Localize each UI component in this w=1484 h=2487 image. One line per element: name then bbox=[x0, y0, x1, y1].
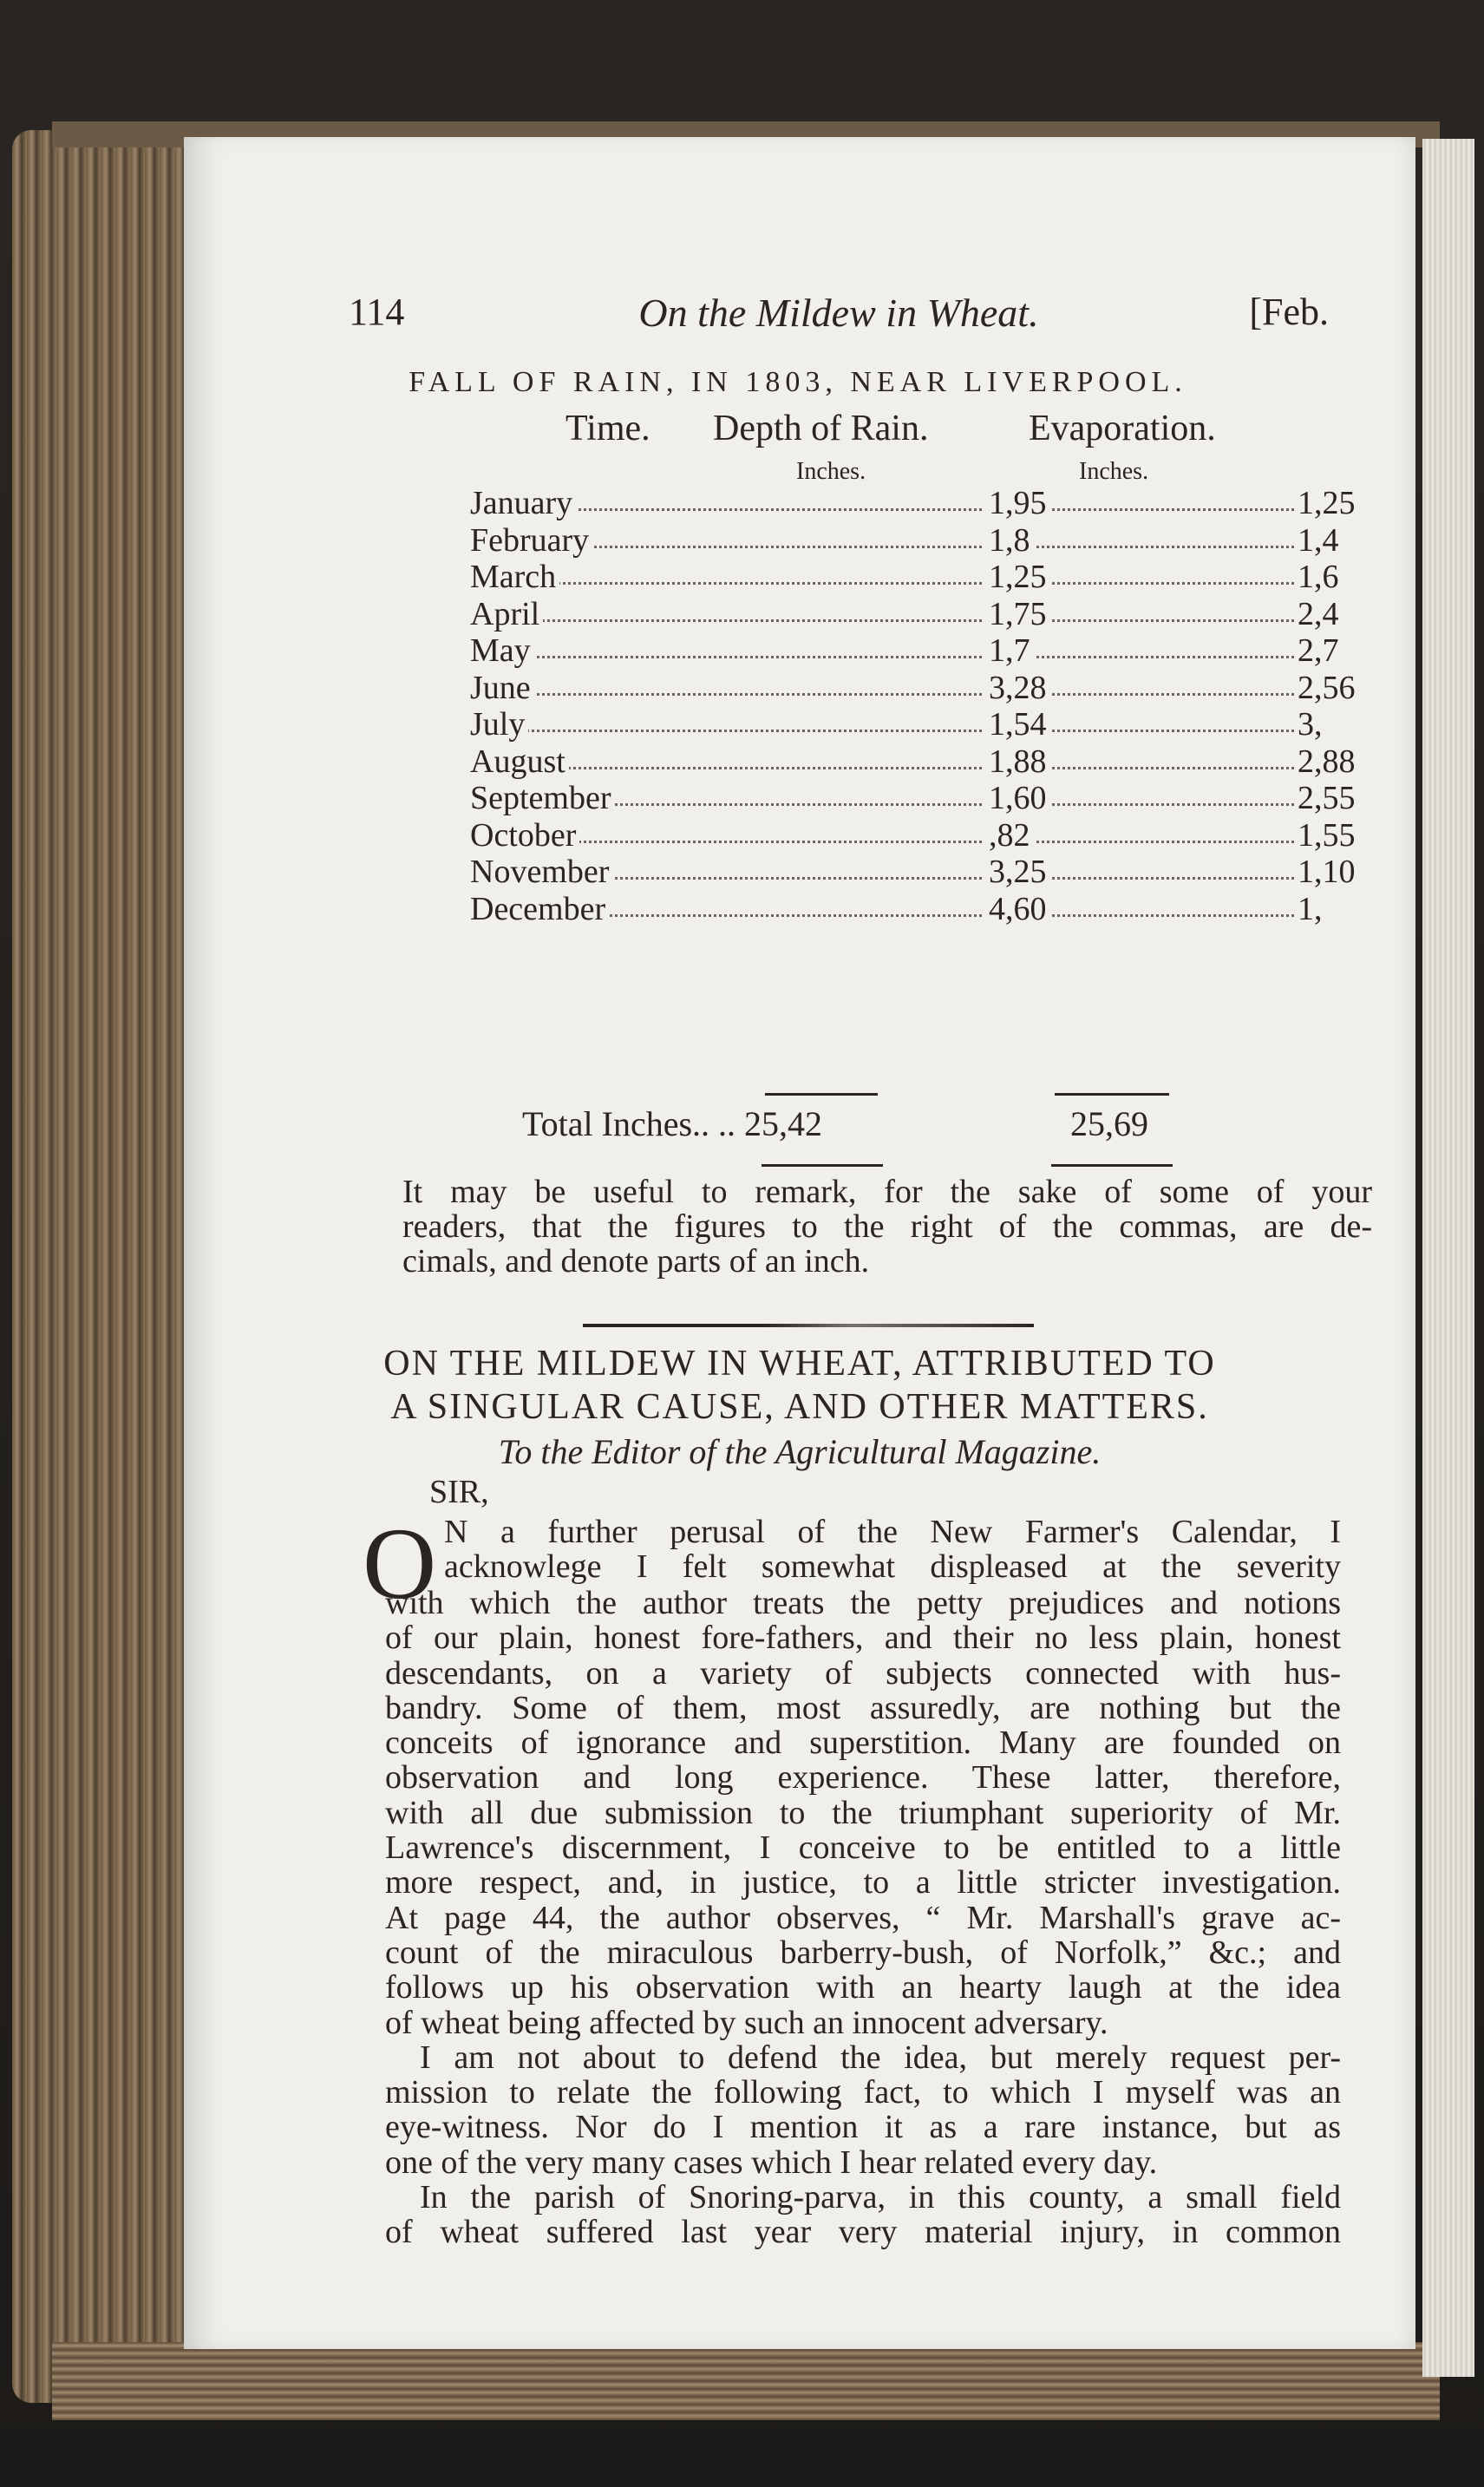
article-line: more respect, and, in justice, to a little stricter investigation. bbox=[385, 1864, 1341, 1901]
row-evaporation: 1,4 bbox=[1294, 521, 1339, 560]
article-line: bandry. Some of them, most assuredly, are nothing but the bbox=[385, 1689, 1341, 1726]
row-depth: 1,75 bbox=[985, 595, 1050, 633]
evaporation-double-rule bbox=[1051, 1164, 1173, 1167]
table-row bbox=[470, 595, 1355, 632]
evaporation-total-rule bbox=[1055, 1093, 1169, 1096]
article-line: of wheat being affected by such an innocent adversary. bbox=[385, 2004, 1108, 2041]
rainfall-table-column-headers bbox=[184, 408, 1415, 460]
note-line: readers, that the figures to the right of the commas, are de- bbox=[402, 1208, 1372, 1245]
section-divider bbox=[583, 1324, 1034, 1327]
to-editor-line: To the Editor of the Agricultural Magazine. bbox=[498, 1432, 1102, 1471]
row-depth: ,82 bbox=[985, 816, 1034, 854]
table-row bbox=[470, 484, 1355, 521]
row-evaporation: 2,7 bbox=[1294, 632, 1339, 670]
table-row bbox=[470, 521, 1355, 559]
row-depth: 1,95 bbox=[985, 484, 1050, 522]
row-month: January bbox=[470, 484, 576, 522]
table-row bbox=[470, 890, 1355, 927]
table-row bbox=[470, 816, 1355, 854]
row-month: February bbox=[470, 521, 592, 560]
row-depth: 1,60 bbox=[985, 779, 1050, 817]
rainfall-table-title: FALL OF RAIN, IN 1803, NEAR LIVERPOOL. bbox=[409, 366, 1187, 398]
row-month: July bbox=[470, 705, 528, 743]
row-month: November bbox=[470, 853, 612, 891]
row-month: August bbox=[470, 743, 569, 781]
table-row bbox=[470, 632, 1355, 669]
row-evaporation: 1,55 bbox=[1294, 816, 1356, 854]
article-line: observation and long experience. These latter, therefore, bbox=[385, 1759, 1341, 1797]
article-line: mission to relate the following fact, to which I myself was an bbox=[385, 2074, 1341, 2111]
row-depth: 1,88 bbox=[985, 743, 1050, 781]
article-body bbox=[385, 1586, 1341, 2250]
article-opening-lines bbox=[444, 1515, 1341, 1584]
note-line: It may be useful to remark, for the sake of some of your bbox=[402, 1174, 1372, 1210]
note-line: cimals, and denote parts of an inch. bbox=[402, 1243, 870, 1279]
article-line: Lawrence's discernment, I conceive to be entitled to a little bbox=[385, 1829, 1341, 1867]
row-month: March bbox=[470, 558, 559, 596]
row-depth: 1,7 bbox=[985, 632, 1034, 670]
row-depth: 3,25 bbox=[985, 853, 1050, 891]
row-month: October bbox=[470, 816, 579, 854]
article-line: conceits of ignorance and superstition. Many are founded on bbox=[385, 1725, 1341, 1762]
column-header-depth: Depth of Rain. bbox=[713, 409, 929, 448]
article-line: one of the very many cases which I hear related every day. bbox=[385, 2143, 1158, 2181]
article-line: with which the author treats the petty prejudices and notions bbox=[385, 1585, 1341, 1621]
article-line: of wheat suffered last year very material injury, in common bbox=[385, 2214, 1341, 2251]
row-depth: 4,60 bbox=[985, 890, 1050, 928]
article-line: of our plain, honest fore-fathers, and their no less plain, honest bbox=[385, 1620, 1341, 1657]
page-edges-right bbox=[1422, 139, 1474, 2377]
article-line: At page 44, the author observes, “ Mr. Marshall's grave ac- bbox=[385, 1899, 1341, 1936]
row-depth: 1,25 bbox=[985, 558, 1050, 596]
depth-total-rule bbox=[765, 1093, 878, 1096]
row-month: April bbox=[470, 595, 543, 633]
row-evaporation: 1,25 bbox=[1294, 484, 1356, 522]
total-depth: Total Inches.. .. 25,42 bbox=[522, 1104, 823, 1143]
row-evaporation: 1,6 bbox=[1294, 558, 1339, 596]
total-evaporation: 25,69 bbox=[1070, 1104, 1148, 1143]
article-line: descendants, on a variety of subjects connected with hus- bbox=[385, 1654, 1341, 1692]
row-depth: 1,54 bbox=[985, 705, 1050, 743]
table-row bbox=[470, 743, 1355, 780]
decimal-note bbox=[402, 1175, 1372, 1279]
row-depth: 1,8 bbox=[985, 521, 1034, 560]
row-evaporation: 1,10 bbox=[1294, 853, 1356, 891]
page-number: 114 bbox=[349, 291, 405, 333]
evaporation-unit-label: Inches. bbox=[1079, 458, 1149, 485]
row-evaporation: 2,88 bbox=[1294, 743, 1356, 781]
table-row bbox=[470, 558, 1355, 595]
row-evaporation: 2,4 bbox=[1294, 595, 1339, 633]
article-heading-line-2: A SINGULAR CAUSE, AND OTHER MATTERS. bbox=[390, 1387, 1209, 1427]
rainfall-table-rows bbox=[470, 484, 1355, 926]
depth-unit-label: Inches. bbox=[796, 458, 866, 485]
book-page bbox=[184, 137, 1415, 2349]
article-line: follows up his observation with an hearty laugh at the idea bbox=[385, 1969, 1341, 2006]
article-heading-line-1: ON THE MILDEW IN WHEAT, ATTRIBUTED TO bbox=[383, 1344, 1216, 1384]
page-edges-bottom bbox=[52, 2342, 1440, 2420]
row-evaporation: 2,56 bbox=[1294, 669, 1356, 707]
article-line: I am not about to defend the idea, but merely request per- bbox=[420, 2039, 1341, 2076]
row-evaporation: 1, bbox=[1294, 890, 1323, 928]
month-mark: [Feb. bbox=[1249, 291, 1329, 333]
depth-double-rule bbox=[762, 1164, 883, 1167]
article-line: In the parish of Snoring-parva, in this county, a small field bbox=[420, 2179, 1341, 2216]
article-line: eye-witness. Nor do I mention it as a rare instance, but as bbox=[385, 2109, 1341, 2146]
row-month: September bbox=[470, 779, 615, 817]
table-row bbox=[470, 779, 1355, 816]
article-line: acknowlege I felt somewhat displeased at the severity bbox=[444, 1548, 1341, 1585]
page-edges-left bbox=[12, 130, 186, 2403]
row-evaporation: 3, bbox=[1294, 705, 1323, 743]
row-month: June bbox=[470, 669, 534, 707]
table-row bbox=[470, 705, 1355, 743]
column-header-time: Time. bbox=[565, 409, 650, 448]
drop-cap-letter: O bbox=[363, 1507, 437, 1620]
article-line: count of the miraculous barberry-bush, of Norfolk,” &c.; and bbox=[385, 1934, 1341, 1971]
table-row bbox=[470, 853, 1355, 890]
running-title: On the Mildew in Wheat. bbox=[638, 291, 1039, 335]
article-line: with all due submission to the triumphant superiority of Mr. bbox=[385, 1794, 1341, 1831]
column-header-evaporation: Evaporation. bbox=[1029, 409, 1216, 448]
row-depth: 3,28 bbox=[985, 669, 1050, 707]
row-month: December bbox=[470, 890, 609, 928]
page-header bbox=[349, 290, 1329, 342]
row-month: May bbox=[470, 632, 534, 670]
row-evaporation: 2,55 bbox=[1294, 779, 1356, 817]
article-line: N a further perusal of the New Farmer's Calendar, I bbox=[444, 1514, 1341, 1550]
table-row bbox=[470, 669, 1355, 706]
salutation: SIR, bbox=[429, 1474, 489, 1510]
